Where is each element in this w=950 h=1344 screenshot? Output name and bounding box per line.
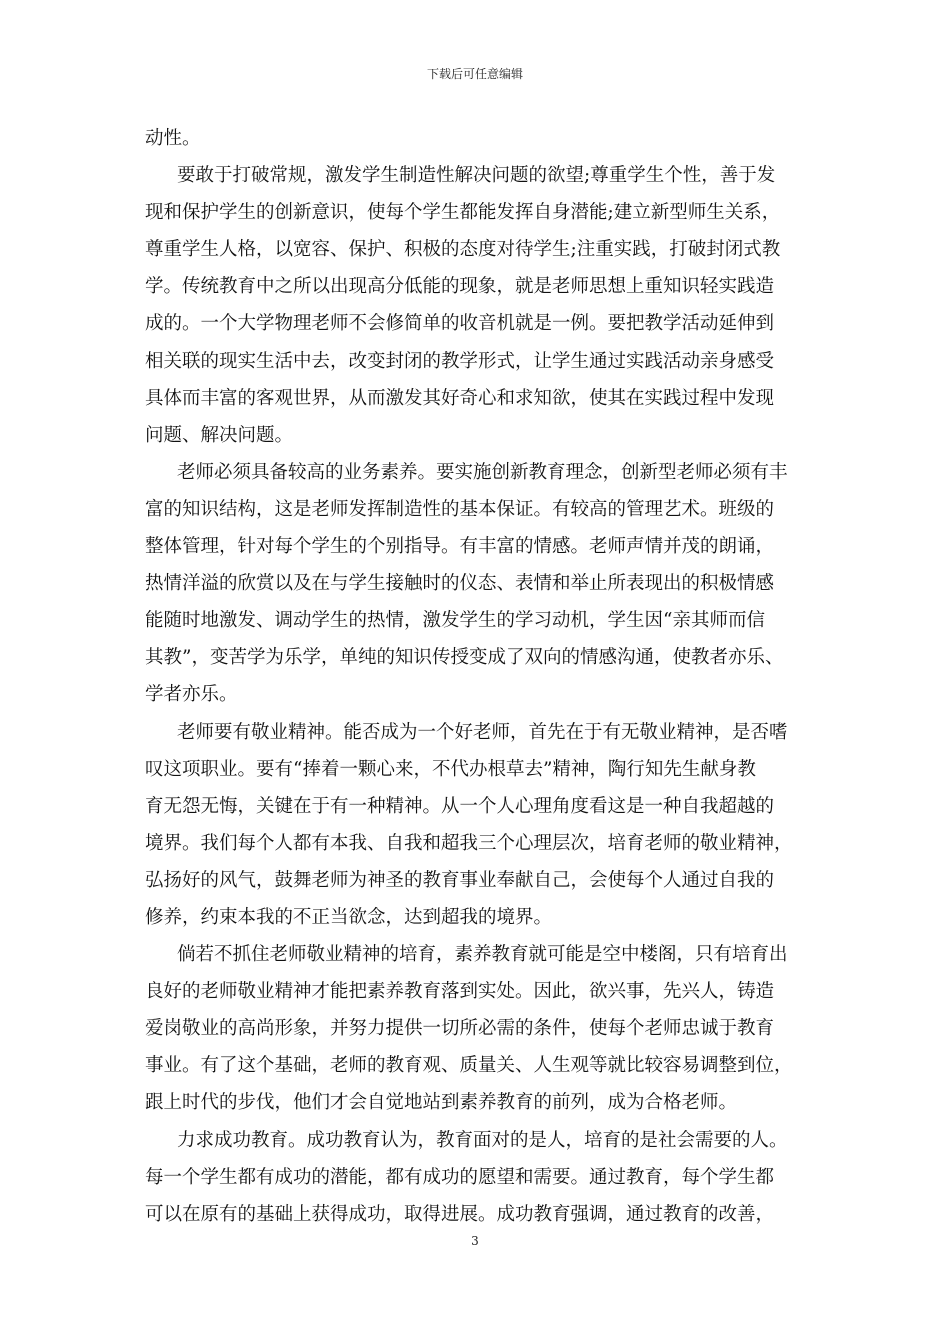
- text-line: 具体而丰富的客观世界，从而激发其好奇心和求知欲，使其在实践过程中发现: [145, 387, 775, 409]
- text-line: 整体管理，针对每个学生的个别指导。有丰富的情感。老师声情并茂的朗诵，: [145, 536, 775, 558]
- text-line: 学。传统教育中之所以出现高分低能的现象，就是老师思想上重知识轻实践造: [145, 276, 775, 298]
- page-header: 下载后可任意编辑: [426, 67, 523, 81]
- text-line: 尊重学生人格，以宽容、保护、积极的态度对待学生;注重实践，打破封闭式教: [145, 239, 781, 261]
- paragraph-first-line: 老师必须具备较高的业务素养。要实施创新教育理念，创新型老师必须有丰: [177, 461, 788, 483]
- text-line: 其教”，变苦学为乐学，单纯的知识传授变成了双向的情感沟通，使教者亦乐、: [145, 647, 784, 669]
- text-line: 相关联的现实生活中去，改变封闭的教学形式，让学生通过实践活动亲身感受: [145, 350, 775, 372]
- text-line: 问题、解决问题。: [145, 424, 294, 446]
- text-line: 爱岗敬业的高尚形象，并努力提供一切所必需的条件，使每个老师忠诚于教育: [145, 1018, 775, 1040]
- text-line: 成的。一个大学物理老师不会修简单的收音机就是一例。要把教学活动延伸到: [145, 313, 775, 335]
- text-line: 修养，约束本我的不正当欲念，达到超我的境界。: [145, 906, 553, 928]
- document-body: [145, 120, 805, 1233]
- text-line: 事业。有了这个基础，老师的教育观、质量关、人生观等就比较容易调整到位，: [145, 1055, 793, 1077]
- text-line: 每一个学生都有成功的潜能，都有成功的愿望和需要。通过教育，每个学生都: [145, 1166, 775, 1188]
- text-line: 可以在原有的基础上获得成功，取得进展。成功教育强调，通过教育的改善，: [145, 1203, 775, 1225]
- text-line: 良好的老师敬业精神才能把素养教育落到实处。因此，欲兴事，先兴人，铸造: [145, 981, 775, 1003]
- paragraph-first-line: 力求成功教育。成功教育认为，教育面对的是人，培育的是社会需要的人。: [177, 1129, 788, 1151]
- text-line: 境界。我们每个人都有本我、自我和超我三个心理层次，培育老师的敬业精神，: [145, 832, 793, 854]
- text-line: 学者亦乐。: [145, 684, 238, 706]
- text-line: 动性。: [145, 128, 201, 149]
- page-number: 3: [471, 1234, 479, 1248]
- paragraph-first-line: 老师要有敬业精神。能否成为一个好老师，首先在于有无敬业精神，是否嗜: [177, 721, 788, 743]
- paragraph-first-line: 倘若不抓住老师敬业精神的培育，素养教育就可能是空中楼阁，只有培育出: [177, 944, 788, 966]
- text-line: 育无怨无悔，关键在于有一种精神。从一个人心理角度看这是一种自我超越的: [145, 795, 775, 817]
- text-line: 现和保护学生的创新意识，使每个学生都能发挥自身潜能;建立新型师生关系，: [145, 202, 781, 224]
- text-line: 富的知识结构，这是老师发挥制造性的基本保证。有较高的管理艺术。班级的: [145, 498, 775, 520]
- text-line: 热情洋溢的欣赏以及在与学生接触时的仪态、表情和举止所表现出的积极情感: [145, 573, 775, 595]
- paragraph-first-line: 要敢于打破常规，激发学生制造性解决问题的欲望;尊重学生个性，善于发: [177, 165, 776, 187]
- text-line: 跟上时代的步伐，他们才会自觉地站到素养教育的前列，成为合格老师。: [145, 1092, 738, 1114]
- text-line: 能随时地激发、调动学生的热情，激发学生的学习动机，学生因“亲其师而信: [145, 610, 765, 632]
- text-line: 叹这项职业。要有“捧着一颗心来，不代办根草去”精神，陶行知先生献身教: [145, 758, 756, 780]
- text-line: 弘扬好的风气，鼓舞老师为神圣的教育事业奉献自己，会使每个人通过自我的: [145, 869, 775, 891]
